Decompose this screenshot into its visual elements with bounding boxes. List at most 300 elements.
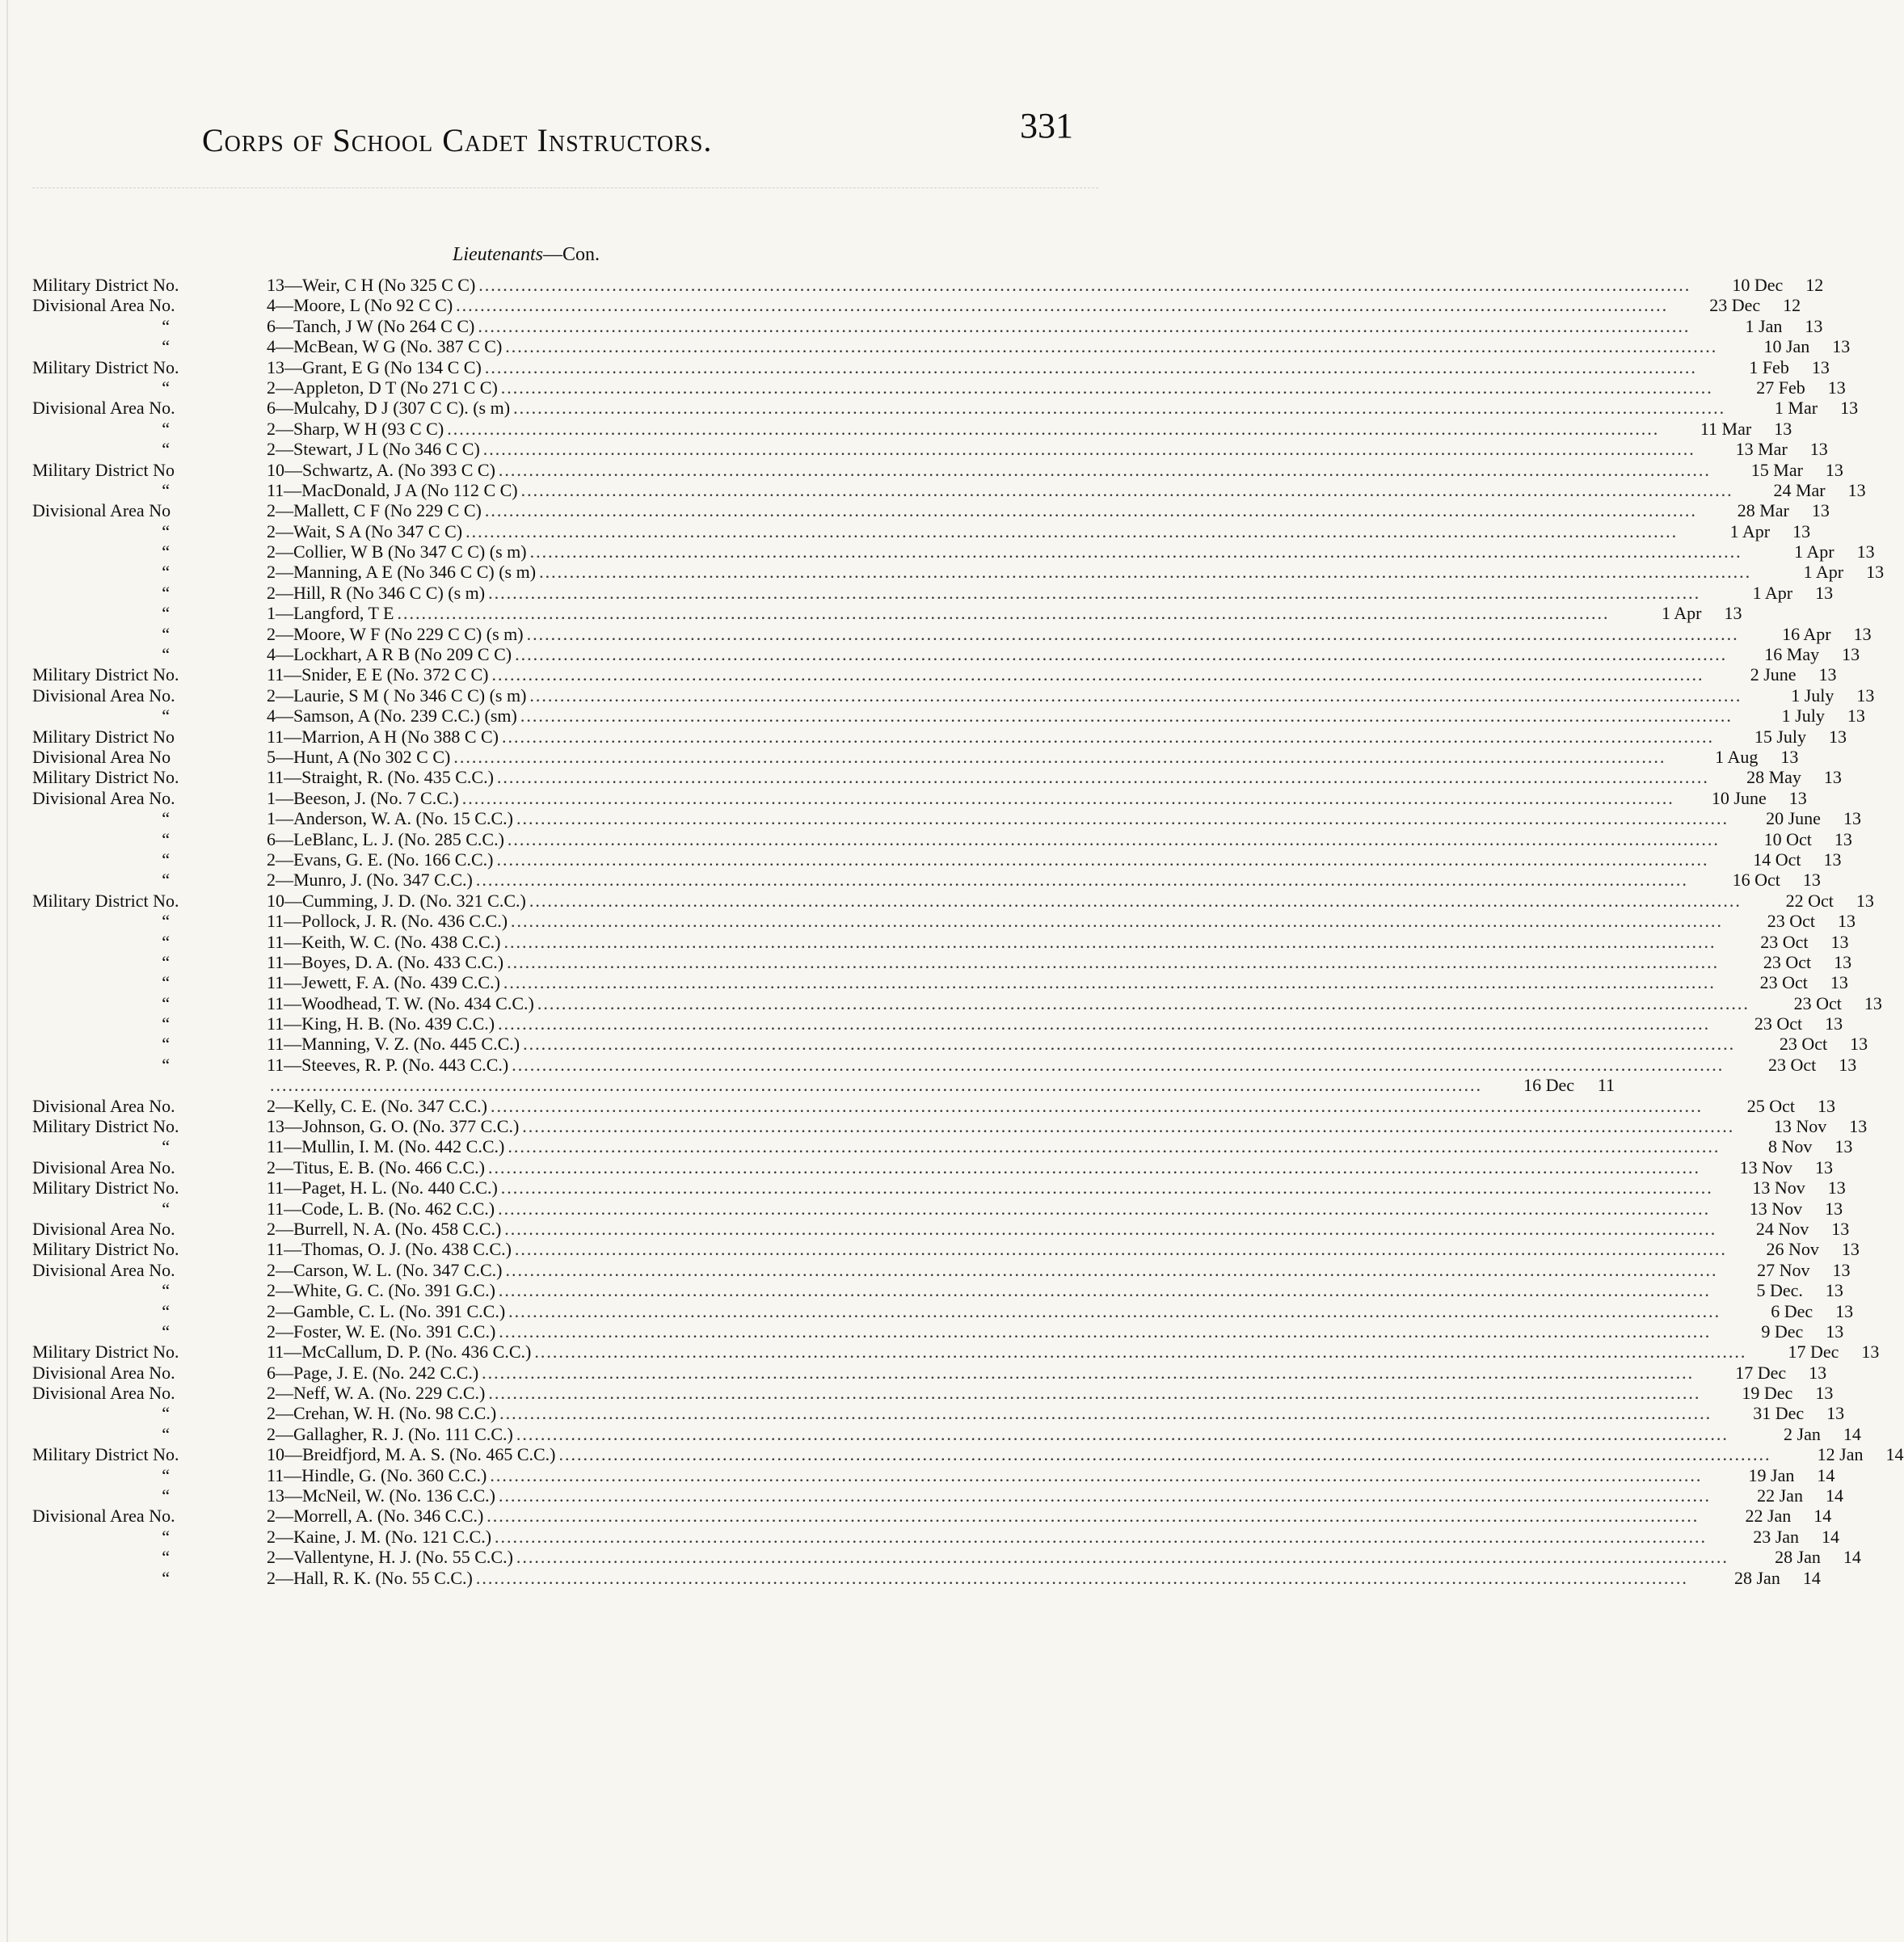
leader-dots	[497, 767, 1709, 787]
leader-dots	[506, 1260, 1718, 1280]
entry-year: 13	[1809, 439, 1828, 460]
list-item	[32, 726, 1847, 747]
entry-area: “	[162, 1526, 170, 1547]
list-item	[32, 1526, 1840, 1547]
list-item	[32, 1423, 1861, 1444]
entry-name: 4—McBean, W G (No. 387 C C)	[267, 336, 503, 357]
leader-dots	[499, 1403, 1712, 1423]
entry-area: “	[162, 336, 170, 357]
entry-date: 16 Dec	[1523, 1075, 1574, 1096]
entry-year: 12	[1783, 295, 1801, 316]
leader-dots	[521, 480, 1733, 500]
entry-name: 10—Schwartz, A. (No 393 C C)	[267, 459, 495, 480]
entry-year: 13	[1792, 520, 1811, 541]
leader-dots	[397, 603, 1609, 623]
leader-dots	[559, 1444, 1771, 1464]
leader-dots	[513, 398, 1725, 418]
entry-year: 14	[1813, 1506, 1832, 1527]
leader-dots	[483, 439, 1695, 459]
entry-area: Military District No	[32, 459, 175, 480]
leader-dots	[488, 583, 1700, 603]
entry-date: 23 Oct	[1793, 992, 1842, 1013]
list-item	[32, 870, 1821, 891]
entry-name: 11—Boyes, D. A. (No. 433 C.C.)	[267, 951, 504, 972]
list-item	[32, 1075, 1615, 1096]
entry-year: 13	[1834, 828, 1852, 849]
entry-name: 11—Paget, H. L. (No. 440 C.C.)	[267, 1177, 498, 1198]
leader-dots	[488, 1157, 1700, 1177]
entry-date: 15 Mar	[1750, 459, 1803, 480]
leader-dots	[487, 1506, 1699, 1526]
entry-date: 22 Oct	[1785, 890, 1834, 911]
entry-name: 2—Kelly, C. E. (No. 347 C.C.)	[267, 1095, 487, 1116]
entry-name: 2—Laurie, S M ( No 346 C C) (s m)	[267, 685, 527, 706]
list-item	[32, 1239, 1860, 1260]
list-item	[32, 1198, 1843, 1219]
entry-area: “	[162, 828, 170, 849]
entry-year: 14	[1822, 1526, 1840, 1547]
entry-date: 9 Dec	[1761, 1321, 1804, 1342]
entry-year: 14	[1817, 1464, 1835, 1485]
list-item	[32, 1177, 1846, 1198]
entry-year: 13	[1774, 418, 1792, 439]
list-item	[32, 931, 1849, 952]
list-item	[32, 1485, 1843, 1506]
entry-date: 22 Jan	[1757, 1485, 1803, 1506]
leader-dots	[501, 377, 1713, 398]
entry-name: 10—Cumming, J. D. (No. 321 C.C.)	[267, 890, 526, 911]
entry-area: Military District No.	[32, 1177, 179, 1198]
entry-area: Divisional Area No	[32, 500, 171, 521]
entry-area: “	[162, 951, 170, 972]
leader-dots	[498, 1013, 1710, 1034]
leader-dots	[527, 624, 1739, 644]
list-item	[32, 398, 1859, 419]
entry-area: Military District No.	[32, 356, 179, 377]
list-item	[32, 520, 1811, 541]
list-item	[32, 479, 1866, 500]
entry-date: 1 Apr	[1661, 603, 1702, 624]
leader-dots	[270, 1075, 1482, 1095]
entry-date: 13 Mar	[1735, 439, 1788, 460]
list-item	[32, 1259, 1851, 1280]
entry-name: 13—McNeil, W. (No. 136 C.C.)	[267, 1485, 495, 1506]
entry-date: 1 Apr	[1752, 582, 1793, 603]
entry-date: 1 Apr	[1729, 520, 1771, 541]
entry-name: 11—McCallum, D. P. (No. 436 C.C.)	[267, 1342, 532, 1363]
entry-area: “	[162, 992, 170, 1013]
leader-dots	[485, 357, 1697, 377]
entry-date: 1 Feb	[1749, 356, 1789, 377]
entry-area: “	[162, 1136, 170, 1157]
leader-dots	[529, 685, 1742, 706]
entry-name: 13—Grant, E G (No 134 C C)	[267, 356, 482, 377]
entry-name: 2—White, G. C. (No. 391 G.C.)	[267, 1280, 495, 1301]
entry-name: 13—Weir, C H (No 325 C C)	[267, 275, 476, 295]
entry-name: 2—Stewart, J L (No 346 C C)	[267, 439, 480, 460]
entry-date: 2 Jan	[1784, 1423, 1821, 1444]
leader-dots	[478, 275, 1691, 295]
list-item	[32, 336, 1851, 357]
entry-year: 13	[1847, 479, 1866, 500]
list-item	[32, 1218, 1850, 1239]
entry-name: 2—Burrell, N. A. (No. 458 C.C.)	[267, 1218, 502, 1239]
entry-name: 11—Pollock, J. R. (No. 436 C.C.)	[267, 911, 508, 932]
leader-dots	[515, 644, 1727, 664]
list-item	[32, 1013, 1843, 1034]
leader-dots	[512, 1055, 1724, 1075]
entry-area: “	[162, 1013, 170, 1034]
leader-dots	[499, 1321, 1711, 1342]
leader-dots	[501, 1177, 1713, 1198]
list-item	[32, 767, 1842, 788]
entry-date: 12 Jan	[1817, 1444, 1864, 1465]
entry-date: 22 Jan	[1745, 1506, 1792, 1527]
entry-year: 13	[1823, 849, 1842, 870]
entry-name: 11—MacDonald, J A (No 112 C C)	[267, 479, 518, 500]
entry-date: 17 Dec	[1788, 1342, 1839, 1363]
entry-area: “	[162, 1403, 170, 1424]
entry-year: 13	[1724, 603, 1742, 624]
entry-date: 19 Jan	[1748, 1464, 1795, 1485]
entry-year: 14	[1825, 1485, 1843, 1506]
entry-area: Military District No	[32, 726, 175, 747]
list-item	[32, 1054, 1857, 1075]
leader-dots	[508, 1136, 1720, 1156]
entry-year: 13	[1861, 1342, 1880, 1363]
entry-area: “	[162, 315, 170, 336]
list-item	[32, 1116, 1868, 1137]
list-item	[32, 1547, 1861, 1568]
entry-year: 14	[1843, 1423, 1861, 1444]
list-item	[32, 1567, 1821, 1588]
list-item	[32, 685, 1875, 706]
entry-year: 13	[1856, 685, 1875, 706]
entry-year: 13	[1805, 315, 1823, 336]
entry-year: 13	[1823, 767, 1842, 788]
entry-date: 20 June	[1766, 808, 1821, 829]
list-item	[32, 562, 1885, 583]
entry-area: Divisional Area No.	[32, 295, 175, 316]
entry-name: 11—Marrion, A H (No 388 C C)	[267, 726, 499, 747]
entry-date: 23 Oct	[1759, 972, 1808, 993]
leader-dots	[539, 562, 1751, 582]
entry-area: “	[162, 849, 170, 870]
entry-year: 13	[1827, 377, 1846, 398]
leader-dots	[476, 870, 1688, 890]
entry-name: 4—Lockhart, A R B (No 209 C C)	[267, 644, 512, 665]
entry-year: 13	[1835, 1300, 1854, 1321]
entry-area: “	[162, 1280, 170, 1301]
list-item	[32, 746, 1799, 767]
entry-date: 1 July	[1791, 685, 1834, 706]
leader-dots	[447, 419, 1659, 439]
entry-year: 13	[1788, 787, 1807, 808]
entry-name: 6—Mulcahy, D J (307 C C). (s m)	[267, 398, 511, 419]
list-item	[32, 1362, 1827, 1383]
entry-area: Divisional Area No.	[32, 1156, 175, 1177]
entry-year: 13	[1811, 500, 1830, 521]
entry-name: 2—Morrell, A. (No. 346 C.C.)	[267, 1506, 484, 1527]
entry-date: 17 Dec	[1735, 1362, 1787, 1383]
entry-name: 2—Wait, S A (No 347 C C)	[267, 520, 463, 541]
leader-dots	[499, 1280, 1711, 1300]
list-item	[32, 1136, 1853, 1157]
entry-area: Military District No.	[32, 1116, 179, 1137]
list-item	[32, 439, 1828, 460]
entry-name: 2—Munro, J. (No. 347 C.C.)	[267, 870, 473, 891]
entry-date: 16 Oct	[1732, 870, 1780, 891]
entry-name: 11—Straight, R. (No. 435 C.C.)	[267, 767, 494, 788]
leader-dots	[499, 460, 1711, 480]
entry-date: 24 Nov	[1755, 1218, 1809, 1239]
leader-dots	[488, 1383, 1700, 1403]
leader-dots	[503, 932, 1716, 952]
entry-date: 1 Aug	[1715, 746, 1759, 767]
entry-area: Divisional Area No.	[32, 1218, 175, 1239]
entry-year: 13	[1856, 890, 1874, 911]
entry-area: “	[162, 808, 170, 829]
entry-name: 2—Carson, W. L. (No. 347 C.C.)	[267, 1259, 503, 1280]
entry-name: 1—Anderson, W. A. (No. 15 C.C.)	[267, 808, 513, 829]
entry-area: “	[162, 706, 170, 727]
entry-name: 2—Neff, W. A. (No. 229 C.C.)	[267, 1383, 486, 1404]
entry-name: 2—Mallett, C F (No 229 C C)	[267, 500, 482, 521]
list-item	[32, 1156, 1833, 1177]
list-item	[32, 603, 1742, 624]
entry-year: 13	[1847, 706, 1865, 727]
list-item	[32, 1095, 1835, 1116]
leader-dots	[465, 521, 1678, 541]
entry-year: 13	[1834, 951, 1852, 972]
entry-area: Military District No.	[32, 890, 179, 911]
entry-area: Divisional Area No.	[32, 398, 175, 419]
list-item	[32, 623, 1872, 644]
entry-date: 1 Apr	[1794, 541, 1834, 562]
entry-date: 23 Oct	[1767, 911, 1816, 932]
entry-name: 11—Hindle, G. (No. 360 C.C.)	[267, 1464, 487, 1485]
entry-date: 25 Oct	[1746, 1095, 1795, 1116]
entry-year: 14	[1843, 1547, 1861, 1568]
entry-area: “	[162, 582, 170, 603]
entry-name: 2—Hill, R (No 346 C C) (s m)	[267, 582, 486, 603]
list-item	[32, 972, 1848, 993]
entry-year: 13	[1866, 562, 1885, 583]
list-item	[32, 890, 1874, 911]
leader-dots	[485, 500, 1697, 520]
entry-area: Divisional Area No.	[32, 1095, 175, 1116]
leader-dots	[495, 1527, 1707, 1547]
entry-date: 28 Jan	[1775, 1547, 1821, 1568]
entry-name: 1—Beeson, J. (No. 7 C.C.)	[267, 787, 459, 808]
list-item	[32, 951, 1852, 972]
entry-name: 10—Breidfjord, M. A. S. (No. 465 C.C.)	[267, 1444, 556, 1465]
list-item	[32, 828, 1852, 849]
entry-area: “	[162, 1054, 170, 1075]
entry-area: Military District No.	[32, 664, 179, 685]
entry-area: “	[162, 1547, 170, 1568]
entry-area: Military District No.	[32, 767, 179, 788]
entry-year: 13	[1827, 1177, 1846, 1198]
entry-date: 26 Nov	[1766, 1239, 1819, 1260]
entry-year: 13	[1853, 623, 1872, 644]
entry-name: 1—Langford, T E	[267, 603, 394, 624]
entry-area: “	[162, 623, 170, 644]
entry-year: 14	[1885, 1444, 1904, 1465]
entry-date: 10 June	[1711, 787, 1767, 808]
entry-area: Divisional Area No.	[32, 1362, 175, 1383]
entry-name: 6—Tanch, J W (No 264 C C)	[267, 315, 475, 336]
list-item	[32, 664, 1837, 685]
entry-name: 6—Page, J. E. (No. 242 C.C.)	[267, 1362, 479, 1383]
entry-name: 11—Code, L. B. (No. 462 C.C.)	[267, 1198, 495, 1219]
entry-year: 13	[1817, 1095, 1835, 1116]
list-item	[32, 1444, 1904, 1465]
leader-dots	[490, 1465, 1702, 1485]
leader-dots	[515, 1239, 1727, 1259]
entry-area: “	[162, 418, 170, 439]
leader-dots	[520, 706, 1733, 726]
leader-dots	[508, 829, 1720, 849]
entry-year: 13	[1830, 931, 1849, 952]
list-item	[32, 377, 1846, 398]
entry-date: 23 Oct	[1754, 1013, 1803, 1034]
entry-year: 12	[1805, 275, 1824, 295]
list-item	[32, 295, 1801, 316]
section-heading-suffix: —Con.	[543, 244, 600, 265]
entry-date: 27 Nov	[1757, 1259, 1810, 1280]
list-item	[32, 1464, 1835, 1485]
header-rule	[32, 187, 1098, 188]
entry-area: “	[162, 931, 170, 952]
page-number: 331	[1020, 106, 1073, 145]
leader-dots	[478, 316, 1690, 336]
leader-dots	[462, 788, 1674, 808]
entry-year: 13	[1839, 1054, 1857, 1075]
list-item	[32, 644, 1860, 665]
entry-area: Divisional Area No.	[32, 1506, 175, 1527]
entry-year: 13	[1815, 582, 1834, 603]
leader-dots	[529, 891, 1742, 911]
list-item	[32, 849, 1842, 870]
leader-dots	[503, 972, 1716, 992]
entry-name: 2—Hall, R. K. (No. 55 C.C.)	[267, 1567, 473, 1588]
leader-dots	[498, 1198, 1710, 1219]
entry-date: 1 Apr	[1803, 562, 1844, 583]
entry-area: “	[162, 603, 170, 624]
lieutenants-list	[32, 275, 1904, 1588]
entry-date: 10 Oct	[1763, 828, 1812, 849]
entry-date: 23 Oct	[1779, 1034, 1828, 1055]
entry-area: Divisional Area No	[32, 746, 171, 767]
entry-area: Military District No.	[32, 1239, 179, 1260]
page-title: Corps of School Cadet Instructors.	[202, 122, 713, 158]
entry-name: 2—Vallentyne, H. J. (No. 55 C.C.)	[267, 1547, 513, 1568]
entry-area: Military District No.	[32, 275, 179, 295]
entry-date: 8 Nov	[1767, 1136, 1813, 1157]
entry-name: 2—Titus, E. B. (No. 466 C.C.)	[267, 1156, 485, 1177]
entry-year: 13	[1841, 1239, 1860, 1260]
leader-dots	[516, 1424, 1729, 1444]
entry-year: 13	[1840, 398, 1859, 419]
entry-year: 13	[1809, 1362, 1827, 1383]
entry-date: 11 Mar	[1700, 418, 1752, 439]
entry-year: 13	[1864, 992, 1882, 1013]
leader-dots	[534, 1342, 1746, 1362]
entry-year: 13	[1843, 808, 1861, 829]
list-item	[32, 1321, 1844, 1342]
leader-dots	[496, 849, 1708, 870]
entry-area: “	[162, 1423, 170, 1444]
entry-area: “	[162, 911, 170, 932]
entry-date: 28 Mar	[1737, 500, 1789, 521]
entry-year: 13	[1825, 1198, 1843, 1219]
list-item	[32, 418, 1792, 439]
entry-name: 13—Johnson, G. O. (No. 377 C.C.)	[267, 1116, 520, 1137]
entry-year: 13	[1830, 972, 1848, 993]
entry-area: “	[162, 377, 170, 398]
entry-date: 6 Dec	[1771, 1300, 1813, 1321]
entry-date: 1 Jan	[1745, 315, 1783, 336]
list-item	[32, 1300, 1854, 1321]
leader-dots	[456, 295, 1668, 315]
entry-date: 27 Feb	[1756, 377, 1805, 398]
entry-area: “	[162, 1464, 170, 1485]
entry-date: 14 Oct	[1753, 849, 1801, 870]
entry-year: 13	[1825, 1013, 1843, 1034]
list-item	[32, 582, 1834, 603]
entry-year: 13	[1814, 1156, 1833, 1177]
entry-name: 11—Steeves, R. P. (No. 443 C.C.)	[267, 1054, 509, 1075]
entry-name: 2—Moore, W F (No 229 C C) (s m)	[267, 623, 524, 644]
entry-area: “	[162, 1034, 170, 1055]
entry-year: 13	[1780, 746, 1799, 767]
entry-area: “	[162, 562, 170, 583]
entry-year: 13	[1826, 1403, 1845, 1424]
entry-date: 16 May	[1764, 644, 1820, 665]
section-heading-rank: Lieutenants	[453, 244, 543, 265]
entry-name: 11—Jewett, F. A. (No. 439 C.C.)	[267, 972, 500, 993]
entry-area: Divisional Area No.	[32, 1383, 175, 1404]
leader-dots	[505, 336, 1717, 356]
entry-date: 2 June	[1750, 664, 1797, 685]
entry-name: 2—Collier, W B (No 347 C C) (s m)	[267, 541, 527, 562]
entry-date: 23 Dec	[1709, 295, 1761, 316]
entry-name: 2—Appleton, D T (No 271 C C)	[267, 377, 498, 398]
entry-date: 13 Nov	[1773, 1116, 1827, 1137]
entry-date: 13 Nov	[1739, 1156, 1792, 1177]
entry-area: “	[162, 1198, 170, 1219]
entry-date: 10 Dec	[1732, 275, 1784, 295]
entry-date: 15 July	[1754, 726, 1807, 747]
entry-year: 13	[1826, 1321, 1844, 1342]
entry-year: 13	[1856, 541, 1875, 562]
entry-year: 13	[1834, 1136, 1853, 1157]
entry-date: 23 Oct	[1760, 931, 1809, 952]
entry-date: 13 Nov	[1752, 1177, 1805, 1198]
entry-name: 11—Keith, W. C. (No. 438 C.C.)	[267, 931, 501, 952]
entry-name: 5—Hunt, A (No 302 C C)	[267, 746, 451, 767]
entry-date: 16 Apr	[1782, 623, 1831, 644]
leader-dots	[537, 993, 1750, 1013]
entry-year: 13	[1849, 1116, 1868, 1137]
entry-date: 31 Dec	[1753, 1403, 1805, 1424]
list-item	[32, 356, 1830, 377]
leader-dots	[453, 747, 1666, 767]
entry-area: “	[162, 520, 170, 541]
entry-date: 1 July	[1781, 706, 1825, 727]
binding-edge	[6, 0, 16, 1942]
